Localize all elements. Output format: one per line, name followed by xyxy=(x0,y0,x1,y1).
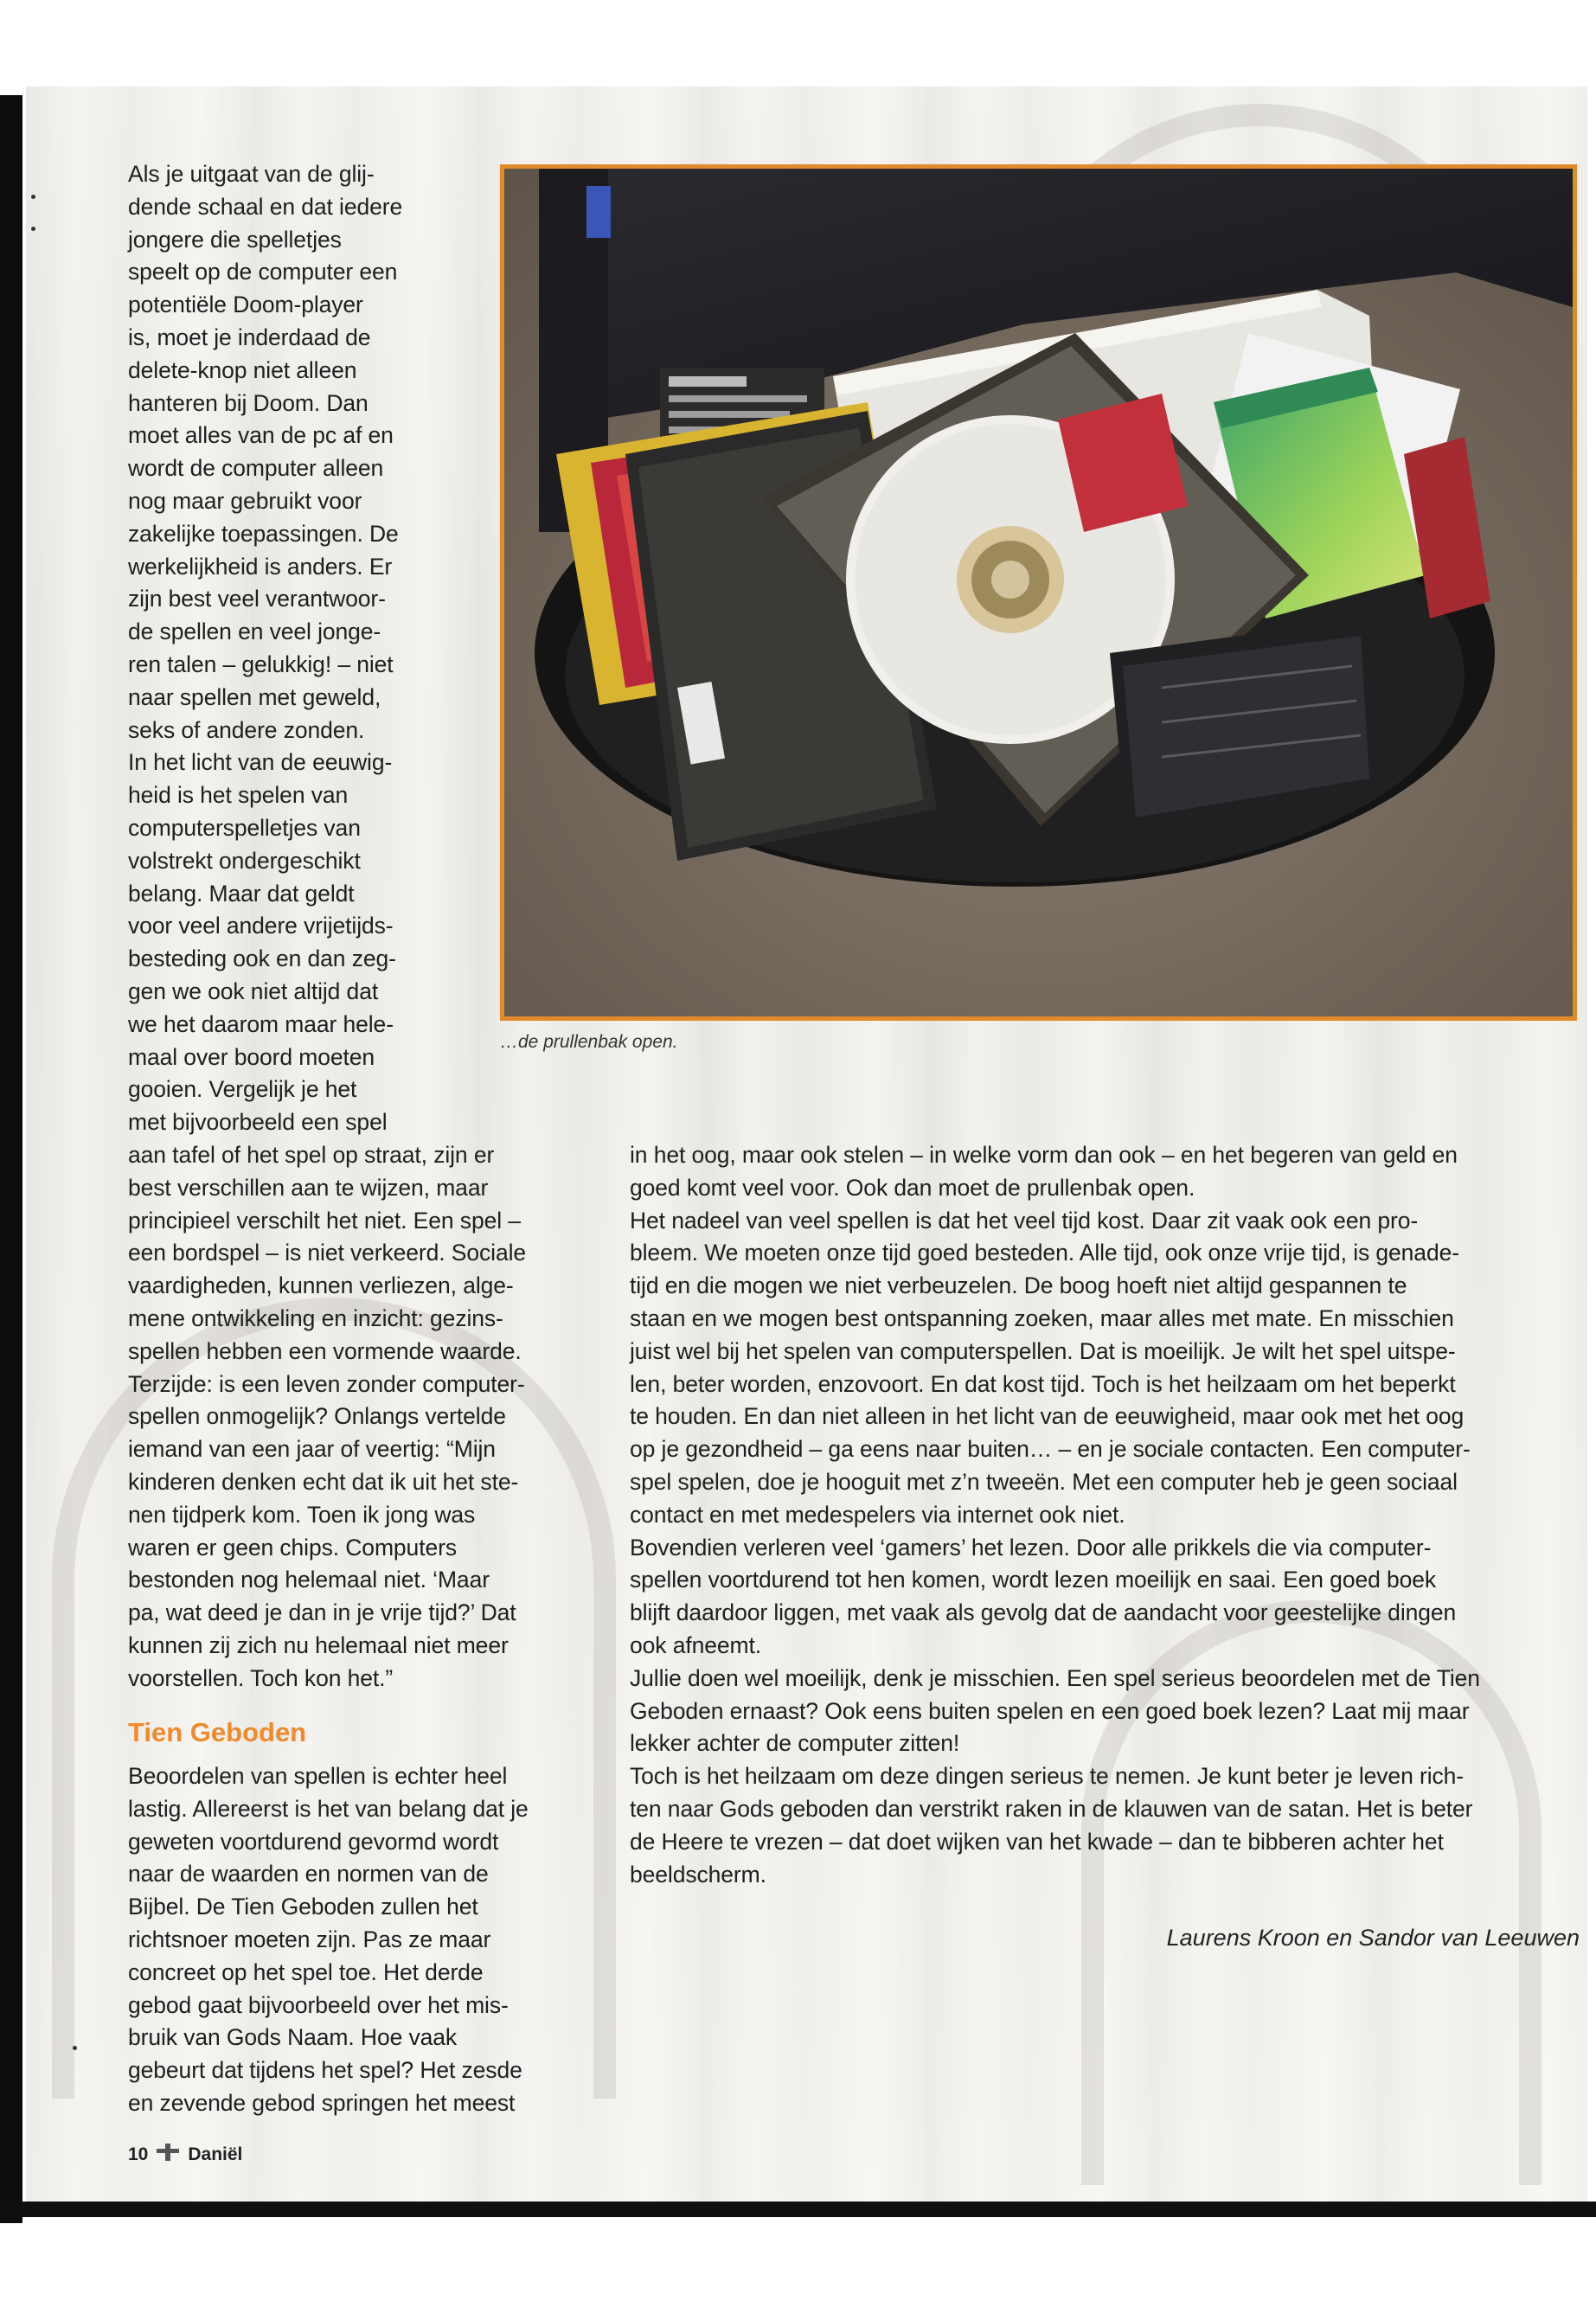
photo-illustration xyxy=(504,169,1573,1016)
article-column-left-top: Als je uitgaat van de glij- dende schaal en dat iedere jongere die spelletjes speelt op de computer een potentiële Doom-player is, moet je inderdaad de delete-knop niet alleen hanteren bij Doom. Dan moet alles van de pc af en wordt de computer alleen nog maar gebruikt voor zakelijke toepassingen. De werkelijkheid is anders. Er zijn best veel verantwoor- de spellen en veel jonge- ren talen – gelukkig! – niet naar spellen met geweld, seks of andere zonden. In het licht van de eeuwig- heid is het spelen van computerspelletjes van volstrekt ondergeschikt belang. Maar dat geldt voor veel andere vrijetijds- besteding ook en dan zeg- gen we ook niet altijd dat we het daarom maar hele- maal over boord moeten gooien. Vergelijk je het met bijvoorbeeld een spel xyxy=(128,161,403,1136)
article-column-left-bottom: aan tafel of het spel op straat, zijn er best verschillen aan te wijzen, maar principieel verschilt het niet. Een spel – een bordspel – is niet verkeerd. Sociale vaardigheden, kunnen verliezen, alge- mene ontwikkeling en inzicht: gezins- spellen hebben een vormende waarde. Terzijde: is een leven zonder computer- spellen onmogelijk? Onlangs vertelde iemand van een jaar of veertig: “Mijn kinderen denken echt dat ik uit het ste- nen tijdperk kom. Toen ik jong was waren er geen chips. Computers bestonden nog helemaal niet. ‘Maar pa, wat deed je dan in je vrije tijd?’ Dat kunnen zij zich nu helemaal niet meer voorstellen. Toch kon het.” xyxy=(128,1142,527,1691)
page-footer xyxy=(128,2143,242,2167)
photo-caption: …de prullenbak open. xyxy=(500,1032,678,1052)
article-column-right: in het oog, maar ook stelen – in welke vorm dan ook – en het begeren van geld en goed komt veel voor. Ook dan moet de prullenbak open. Het nadeel van veel spellen is dat het veel tijd kost. Daar zit vaak ook een pro- bleem. We moeten onze tijd goed besteden. Alle tijd, ook onze vrije tijd, is genade- tijd en die mogen we niet verbeuzelen. De boog hoeft niet altijd gespannen te staan en we mogen best ontspanning zoeken, maar alles met mate. En misschien juist wel bij het spelen van computerspellen. Dat is moeilijk. Je wilt het spel uitspe- len, beter worden, enzovoort. En dat kost tijd. Toch is het heilzaam om het beperkt te houden. En dan niet alleen in het licht van de eeuwigheid, maar ook met het oog op je gezondheid – ga eens naar buiten… – en je sociale contacten. Een computer- spel spelen, doe je hooguit met z’n tweeën. Met een computer heb je geen sociaal contact en met medespelers via internet ook niet. Bovendien verleren veel ‘gamers’ het lezen. Door alle prikkels die via computer- spellen voortdurend tot hen komen, wordt lezen moeilijk en saai. Een goed boek blijft daardoor liggen, met vaak als gevolg dat de aandacht voor geestelijke dingen ook afneemt. Jullie doen wel moeilijk, denk je misschien. Een spel serieus beoordelen met de Tien Geboden ernaast? Ook eens buiten spelen en een goed boek lezen? Laat mij maar lekker achter de computer zitten! Toch is het heilzaam om deze dingen serieus te nemen. Je kunt beter je leven rich- ten naar Gods geboden dan verstrikt raken in de klauwen van de satan. Het is beter de Heere te vrezen – dat doet wijken van het kwade – dan te bibberen achter het beeldscherm. xyxy=(630,1142,1480,1888)
scan-speck xyxy=(31,195,35,199)
magazine-name: Daniël xyxy=(188,2144,243,2164)
page-number: 10 xyxy=(128,2144,149,2164)
scan-edge-left xyxy=(0,95,22,2223)
scan-speck xyxy=(31,227,35,231)
scan-edge-bottom xyxy=(0,2202,1596,2217)
article-column-left-section: Beoordelen van spellen is echter heel lastig. Allereerst is het van belang dat je geweten voortdurend gevormd wordt naar de waarden en normen van de Bijbel. De Tien Geboden zullen het richtsnoer moeten zijn. Pas ze maar concreet op het spel toe. Het derde gebod gaat bijvoorbeeld over het mis- bruik van Gods Naam. Hoe vaak gebeurt dat tijdens het spel? Het zesde en zevende gebod springen het meest xyxy=(128,1763,529,2116)
scan-speck xyxy=(73,2046,77,2050)
article-author: Laurens Kroon en Sandor van Leeuwen xyxy=(1166,1925,1580,1951)
photo-cds-in-trash-bin xyxy=(500,164,1577,1021)
cross-logo-icon xyxy=(155,2143,181,2167)
section-heading: Tien Geboden xyxy=(128,1717,307,1747)
